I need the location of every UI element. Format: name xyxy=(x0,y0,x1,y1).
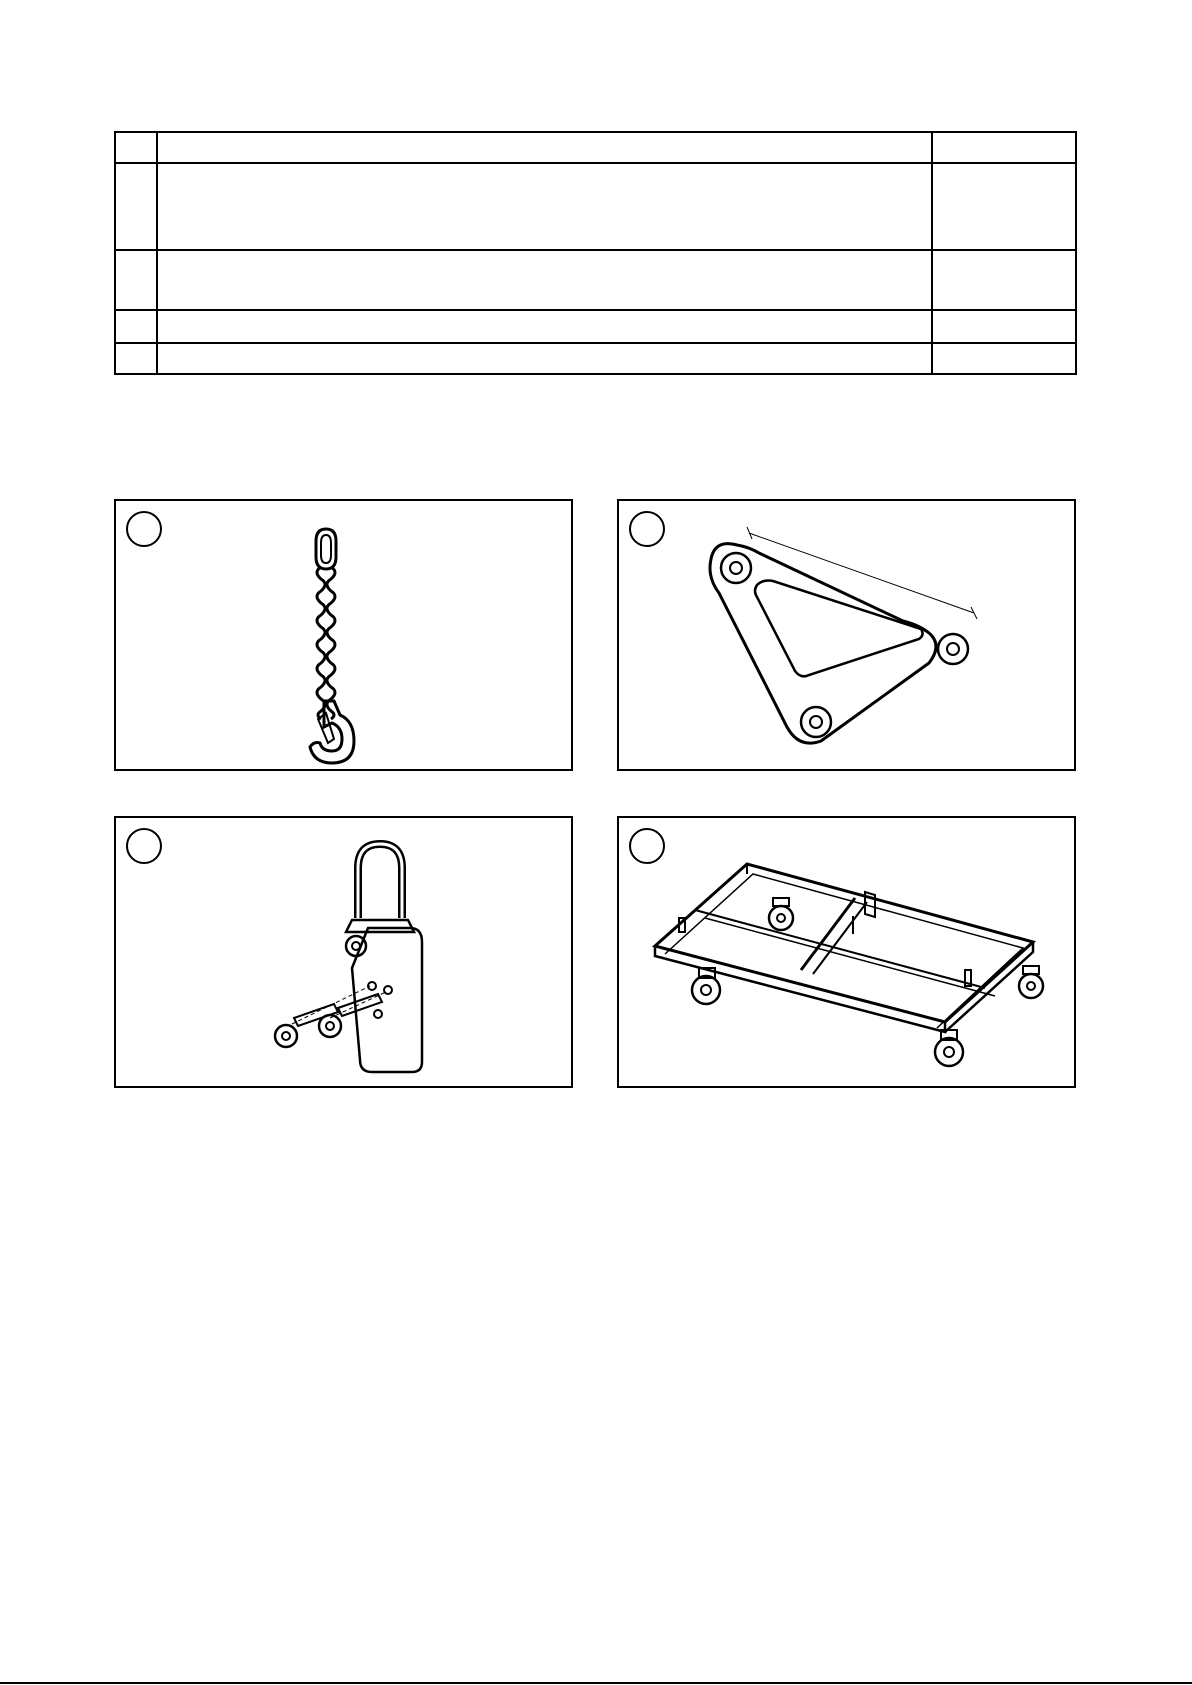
table-cell-code xyxy=(932,343,1076,374)
panel-transport-cart xyxy=(617,816,1076,1088)
table-row xyxy=(115,163,1076,250)
panel-number xyxy=(629,511,665,547)
panel-triangle-plate xyxy=(617,499,1076,771)
table-cell-code xyxy=(932,132,1076,163)
panel-number xyxy=(629,828,665,864)
footer-rule xyxy=(0,1682,1192,1684)
table-cell-index xyxy=(115,163,157,250)
panel-number xyxy=(126,511,162,547)
shackle-bracket-icon xyxy=(116,818,575,1090)
table-cell-description xyxy=(157,163,932,250)
table-cell-code xyxy=(932,310,1076,342)
table-cell-description xyxy=(157,132,932,163)
panel-shackle-bracket xyxy=(114,816,573,1088)
table-cell-index xyxy=(115,250,157,311)
table-cell-index xyxy=(115,132,157,163)
table-cell-code xyxy=(932,250,1076,311)
table-row xyxy=(115,343,1076,374)
transport-cart-icon xyxy=(619,818,1078,1090)
table-row xyxy=(115,250,1076,311)
table-cell-description xyxy=(157,250,932,311)
table-row xyxy=(115,310,1076,342)
table-cell-code xyxy=(932,163,1076,250)
panel-chain-sling xyxy=(114,499,573,771)
table-cell-description xyxy=(157,343,932,374)
table-row xyxy=(115,132,1076,163)
table-cell-index xyxy=(115,310,157,342)
table-cell-index xyxy=(115,343,157,374)
chain-sling-icon xyxy=(116,501,575,773)
triangle-plate-icon xyxy=(619,501,1078,773)
parts-table xyxy=(114,131,1077,375)
table-cell-description xyxy=(157,310,932,342)
panel-number xyxy=(126,828,162,864)
